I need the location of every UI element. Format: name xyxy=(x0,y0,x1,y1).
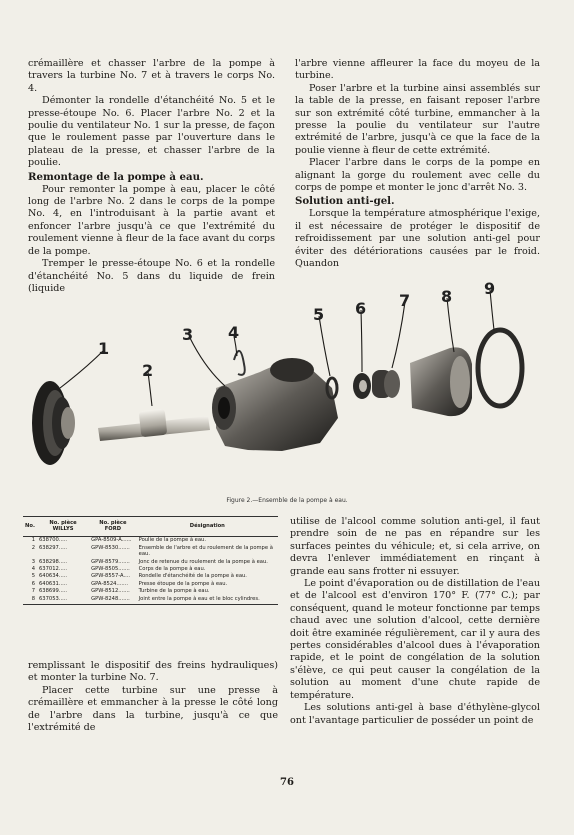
figure-label-5: 5 xyxy=(313,305,325,324)
parts-table xyxy=(23,516,278,605)
paragraph: utilise de l'alcool comme solution anti-gel, il faut prendre soin de ne pas en répandre sur les surfaces peintes du véhicule; et, si cela arrive, on devra l'enlever immédiatement en rinçant à grande eau sans frotter ni essuyer. xyxy=(290,516,540,577)
table-row xyxy=(23,565,278,572)
paragraph: Le point d'évaporation ou de distillation de l'eau et de l'alcool est d'environ 170° F. (77° C.); par conséquent, quand le moteur fonctionne par temps chaud avec une solution d'alcool, cette dernière doit être examinée régulièrement, car il y aura des pertes considérables d'alcool dues à l'évaporation rapide, et le point de congélation de la solution s'élève, ce qui peut causer la congélation de la solution au moment d'une chute rapide de température. xyxy=(290,578,540,701)
part-designation: Joint entre la pompe à eau et le bloc cylindres. xyxy=(137,595,278,604)
figure-label-4: 4 xyxy=(228,323,240,342)
willys-part: 638297..... xyxy=(39,544,68,551)
paragraph: Tremper le presse-étoupe No. 6 et la rondelle d'étanchéité No. 5 dans du liquide de frein (liquide xyxy=(28,258,275,294)
part-designation: Presse étoupe de la pompe à eau. xyxy=(138,580,228,587)
ford-part: GPW-8557-A.... xyxy=(91,573,131,580)
fan-pulley xyxy=(32,381,75,465)
section-heading-anti-gel: Solution anti-gel. xyxy=(295,195,395,208)
figure-label-8: 8 xyxy=(441,287,453,306)
willys-part: 638699..... xyxy=(39,588,68,595)
paragraph: Lorsque la température atmosphérique l'exige, il est nécessaire de protéger le dispositif de refroidissement par une solution anti-gel pour éviter des détériorations causées par le froid. Quandon xyxy=(295,208,540,270)
parts-table-header xyxy=(23,517,278,537)
shaft-and-bearing xyxy=(98,409,210,441)
paragraph: Pour remonter la pompe à eau, placer le côté long de l'arbre No. 2 dans le corps de la pompe No. 4, en l'introduisant à la partie avant et enfoncer l'arbre jusqu'à ce que l'extrémité du roulement vienne à fleur de la face avant du corps de la pompe. xyxy=(28,183,275,257)
column-header: No. xyxy=(23,517,37,537)
figure-label-9: 9 xyxy=(484,279,496,298)
text-column-1 xyxy=(28,58,275,295)
gasket xyxy=(478,330,522,406)
part-number: 2 xyxy=(31,544,35,551)
paragraph: Poser l'arbre et la turbine ainsi assemblés sur la table de la presse, en faisant reposer l'arbre sur son extrémité côté turbine, emmancher à la presse la poulie du ventilateur sur l'autre extrémité de l'arbre, jusqu'à ce que la face de la poulie vienne à fleur de cette extrémité. xyxy=(295,82,540,156)
paragraph: remplissant le dispositif des freins hydrauliques) et monter la turbine No. 7. xyxy=(28,660,278,684)
table-row xyxy=(23,588,278,595)
ford-part: GPA-8509-A...... xyxy=(91,537,132,544)
part-number: 5 xyxy=(31,573,35,580)
willys-part: 638700..... xyxy=(39,537,68,544)
figure-label-6: 6 xyxy=(355,299,367,318)
parts-table-body xyxy=(23,536,278,604)
figure-label-3: 3 xyxy=(182,325,194,344)
part-number: 7 xyxy=(31,588,35,595)
text-column-2 xyxy=(295,58,540,271)
figure-label-1: 1 xyxy=(98,339,110,358)
column-header: No. pièce WILLYS xyxy=(37,517,89,537)
text-column-4 xyxy=(28,660,278,734)
figure-label-2: 2 xyxy=(142,361,154,380)
part-number: 4 xyxy=(31,565,35,572)
part-number: 3 xyxy=(31,558,35,565)
paragraph: Les solutions anti-gel à base d'éthylène-glycol ont l'avantage particulier de posséder un point de xyxy=(290,702,540,726)
paragraph: crémaillère et chasser l'arbre de la pompe à travers la turbine No. 7 et à travers le corps No. 4. xyxy=(28,58,275,94)
column-header: Désignation xyxy=(137,517,278,537)
paragraph: Placer cette turbine sur une presse à crémaillère et emmancher à la presse le côté long de l'arbre dans la turbine, jusqu'à ce que l'extrémité de xyxy=(28,684,278,734)
part-number: 8 xyxy=(23,595,37,604)
pump-cover xyxy=(410,347,472,416)
table-row xyxy=(23,580,278,587)
paragraph: l'arbre vienne affleurer la face du moyeu de la turbine. xyxy=(295,58,540,82)
figure-caption: Figure 2.—Ensemble de la pompe à eau. xyxy=(226,497,348,504)
figure-label-7: 7 xyxy=(399,291,411,310)
part-designation: Turbine de la pompe à eau. xyxy=(138,588,210,595)
willys-part: 638298..... xyxy=(39,558,68,565)
part-number: 1 xyxy=(31,537,35,544)
paragraph: Placer l'arbre dans le corps de la pompe en alignant la gorge du roulement avec celle du corps de pompe et monter le jonc d'arrêt No. 3. xyxy=(295,157,540,194)
impeller xyxy=(372,370,400,398)
part-designation: Ensemble de l'arbre et du roulement de la pompe à eau. xyxy=(138,544,273,558)
willys-part: 637053..... xyxy=(37,595,89,604)
packing-gland xyxy=(353,373,371,399)
table-row xyxy=(23,558,278,565)
table-row xyxy=(23,595,278,604)
ford-part: GPW-8248....... xyxy=(89,595,137,604)
ford-part: GPW-8530....... xyxy=(91,544,130,551)
text-column-3 xyxy=(290,516,540,727)
ford-part: GPA-8524....... xyxy=(91,580,128,587)
section-heading-remontage: Remontage de la pompe à eau. xyxy=(28,170,204,183)
page-number: 76 xyxy=(280,777,294,788)
table-row xyxy=(23,536,278,544)
paragraph: Démonter la rondelle d'étanchéité No. 5 et le presse-étoupe No. 6. Placer l'arbre No. 2 et la poulie du ventilateur No. 1 sur la presse, de façon que le roulement passe par l'ouverture dans le plateau de la presse, et chasser l'arbre de la poulie. xyxy=(28,95,275,169)
part-designation: Poulie de la pompe à eau. xyxy=(138,537,206,544)
ford-part: GPW-8512....... xyxy=(91,588,130,595)
willys-part: 637012..... xyxy=(39,565,68,572)
part-designation: Corps de la pompe à eau. xyxy=(138,565,206,572)
water-pump-exploded-figure xyxy=(20,268,558,496)
part-designation: Jonc de retenue du roulement de la pompe à eau. xyxy=(138,558,268,565)
table-row xyxy=(23,544,278,558)
retaining-ring xyxy=(234,351,245,375)
part-number: 6 xyxy=(31,580,35,587)
willys-part: 640631..... xyxy=(39,580,68,587)
ford-part: GPW-8579....... xyxy=(91,558,130,565)
table-row xyxy=(23,573,278,580)
ford-part: GPW-8505....... xyxy=(91,565,130,572)
pump-body xyxy=(212,358,338,451)
part-designation: Rondelle d'étanchéité de la pompe à eau. xyxy=(138,573,247,580)
willys-part: 640634..... xyxy=(39,573,68,580)
column-header: No. pièce FORD xyxy=(89,517,137,537)
